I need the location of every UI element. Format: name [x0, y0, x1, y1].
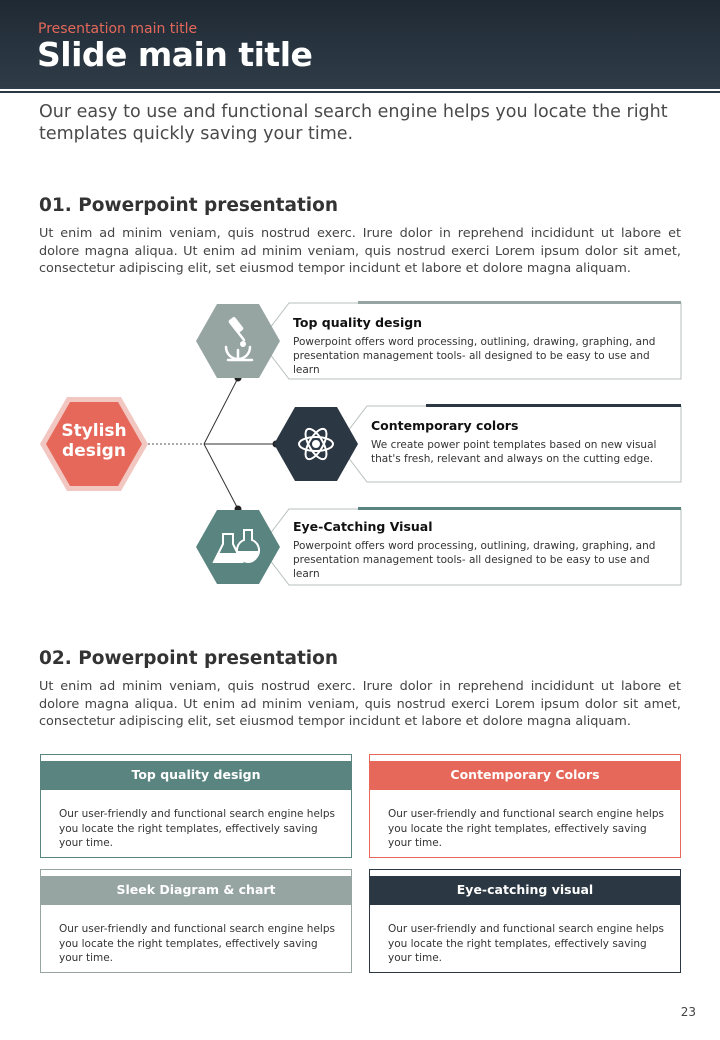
box-text: Our user-friendly and functional search engine helps you locate the right templates, effectively saving your time. — [59, 808, 335, 849]
feature-box-top-quality — [40, 754, 352, 858]
connector-top — [204, 378, 238, 444]
box-text: Our user-friendly and functional search engine helps you locate the right templates, effectively saving your time. — [388, 808, 664, 849]
intro-text: Our easy to use and functional search engine helps you locate the right templates quickly saving your time. — [39, 102, 668, 144]
feature-box-sleek-diagram — [40, 869, 352, 973]
box-text: Our user-friendly and functional search engine helps you locate the right templates, effectively saving your time. — [59, 923, 335, 964]
card-1-accent — [358, 301, 681, 304]
card-3-title: Eye-Catching Visual — [293, 519, 433, 534]
feature-box-contemporary-colors — [369, 754, 681, 858]
card-1-text: Powerpoint offers word processing, outlining, drawing, graphing, and presentation management tools- all designed to be easy to use and learn — [293, 336, 656, 376]
center-label-line-2: design — [62, 441, 126, 461]
box-separator — [41, 789, 351, 790]
microscope-hexagon — [196, 304, 280, 378]
feature-box-eye-catching — [369, 869, 681, 973]
section-1-body: Ut enim ad minim veniam, quis nostrud exerc. Irure dolor in reprehend incididunt ut labore et dolore magna aliqua. Ut enim ad minim veniam, quis nostrud exerci Lorem ipsum dolor sit amet, consectetur adipiscing elit, set eiusmod tempor incidunt et labore et dolore magna aliquam. — [39, 226, 681, 276]
box-separator — [41, 904, 351, 905]
box-separator — [370, 904, 680, 905]
page-number: 23 — [680, 1005, 696, 1019]
center-label-line-1: Stylish — [61, 421, 127, 441]
card-2-text: We create power point templates based on new visual that's fresh, relevant and always on the cutting edge. — [371, 439, 657, 465]
box-separator — [370, 789, 680, 790]
box-header: Sleek Diagram & chart — [41, 876, 351, 904]
stylish-design-label — [54, 421, 134, 461]
presentation-title: Presentation main title — [38, 21, 198, 37]
card-2-accent — [426, 404, 681, 407]
section-2-title: 02. Powerpoint presentation — [39, 648, 339, 669]
box-header: Contemporary Colors — [370, 761, 680, 789]
card-3-accent — [358, 507, 681, 510]
section-1-title: 01. Powerpoint presentation — [39, 195, 339, 216]
card-2-title: Contemporary colors — [371, 418, 519, 433]
box-header: Eye-catching visual — [370, 876, 680, 904]
section-2-body: Ut enim ad minim veniam, quis nostrud exerc. Irure dolor in reprehend incididunt ut labore et dolore magna aliqua. Ut enim ad minim veniam, quis nostrud exerci Lorem ipsum dolor sit amet, consectetur adipiscing elit, set eiusmod tempor incidunt et labore et dolore magna aliquam. — [39, 679, 681, 729]
box-text: Our user-friendly and functional search engine helps you locate the right templates, effectively saving your time. — [388, 923, 664, 964]
card-1-title: Top quality design — [293, 315, 423, 330]
connector-bottom — [204, 444, 238, 509]
slide-title: Slide main title — [37, 35, 313, 74]
card-3-text: Powerpoint offers word processing, outlining, drawing, graphing, and presentation management tools- all designed to be easy to use and learn — [293, 540, 656, 580]
box-header: Top quality design — [41, 761, 351, 789]
